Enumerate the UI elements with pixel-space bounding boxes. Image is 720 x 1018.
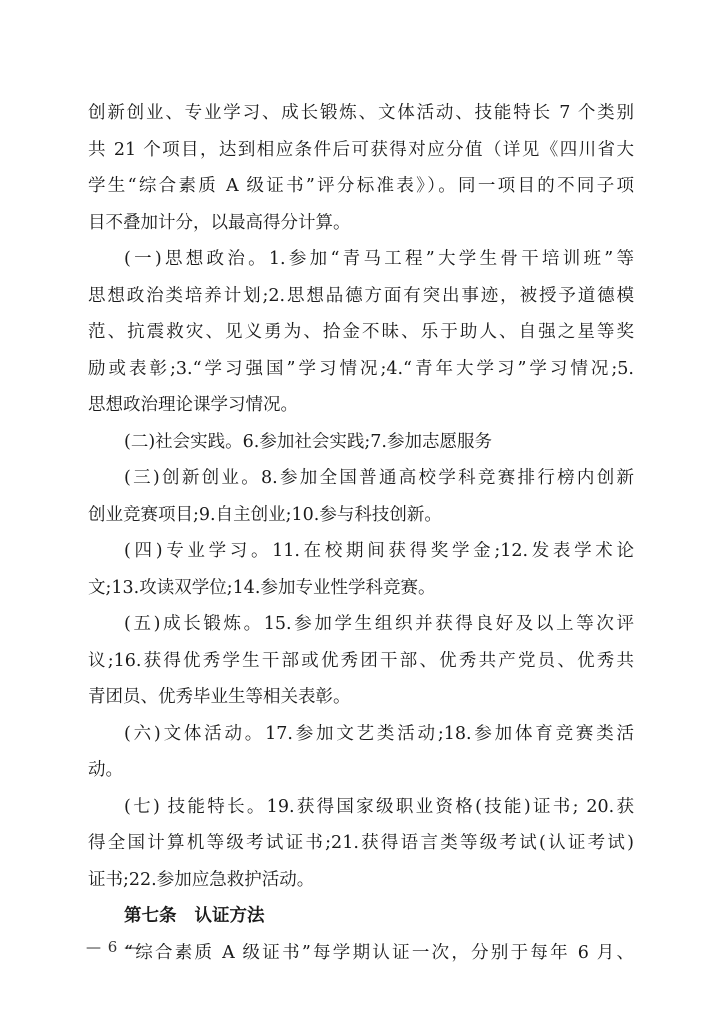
section-growth-line: (五)成长锻炼。15.参加学生组织并获得良好及以上等次评 xyxy=(124,614,634,634)
article-number: 第七条 xyxy=(124,906,177,926)
article-heading xyxy=(88,898,634,935)
body-line: “综合素质 A 级证书”每学期认证一次，分别于每年 6 月、 xyxy=(124,942,634,963)
section-study-line: (四)专业学习。11.在校期间获得奖学金;12.发表学术论 xyxy=(124,541,634,561)
body-line: 议;16.获得优秀学生干部或优秀团干部、优秀共产党员、优秀共 xyxy=(88,650,634,671)
article-title: 认证方法 xyxy=(194,906,265,926)
section-sports-arts-line: (六)文体活动。17.参加文艺类活动;18.参加体育竞赛类活 xyxy=(124,723,634,744)
body-line: 动。 xyxy=(88,760,123,780)
body-line: 创新创业、专业学习、成长锻炼、文体活动、技能特长 7 个类别 xyxy=(88,103,634,123)
body-line: 思想政治类培养计划;2.思想品德方面有突出事迹，被授予道德模 xyxy=(88,285,634,306)
section-politics-line: (一)思想政治。1.参加“青马工程”大学生骨干培训班”等 xyxy=(124,249,634,269)
body-line: 得全国计算机等级考试证书;21.获得语言类等级考试(认证考试) xyxy=(88,833,634,853)
body-line: 励或表彰;3.“学习强国”学习情况;4.“青年大学习”学习情况;5. xyxy=(88,358,634,379)
section-skills-line: (七) 技能特长。19.获得国家级职业资格(技能)证书; 20.获 xyxy=(124,796,634,817)
body-line: 青团员、优秀毕业生等相关表彰。 xyxy=(88,687,351,707)
section-social-practice-line: (二)社会实践。6.参加社会实践;7.参加志愿服务 xyxy=(124,431,492,452)
body-line: 证书;22.参加应急救护活动。 xyxy=(88,869,315,890)
document-body xyxy=(88,95,634,971)
body-line: 创业竞赛项目;9.自主创业;10.参与科技创新。 xyxy=(88,504,442,525)
body-line: 文;13.攻读双学位;14.参加专业性学科竞赛。 xyxy=(88,577,436,598)
body-line: 目不叠加计分，以最高得分计算。 xyxy=(88,212,351,233)
page-number: — 6 — xyxy=(86,938,141,956)
section-innovation-line: (三)创新创业。8.参加全国普通高校学科竞赛排行榜内创新 xyxy=(124,468,634,488)
body-line: 范、抗震救灾、见义勇为、拾金不昧、乐于助人、自强之星等奖 xyxy=(88,322,634,342)
body-line: 学生“综合素质 A 级证书”评分标准表》）。同一项目的不同子项 xyxy=(88,176,634,196)
body-line: 思想政治理论课学习情况。 xyxy=(88,395,298,415)
body-line: 共 21 个项目，达到相应条件后可获得对应分值（详见《四川省大 xyxy=(88,139,634,160)
